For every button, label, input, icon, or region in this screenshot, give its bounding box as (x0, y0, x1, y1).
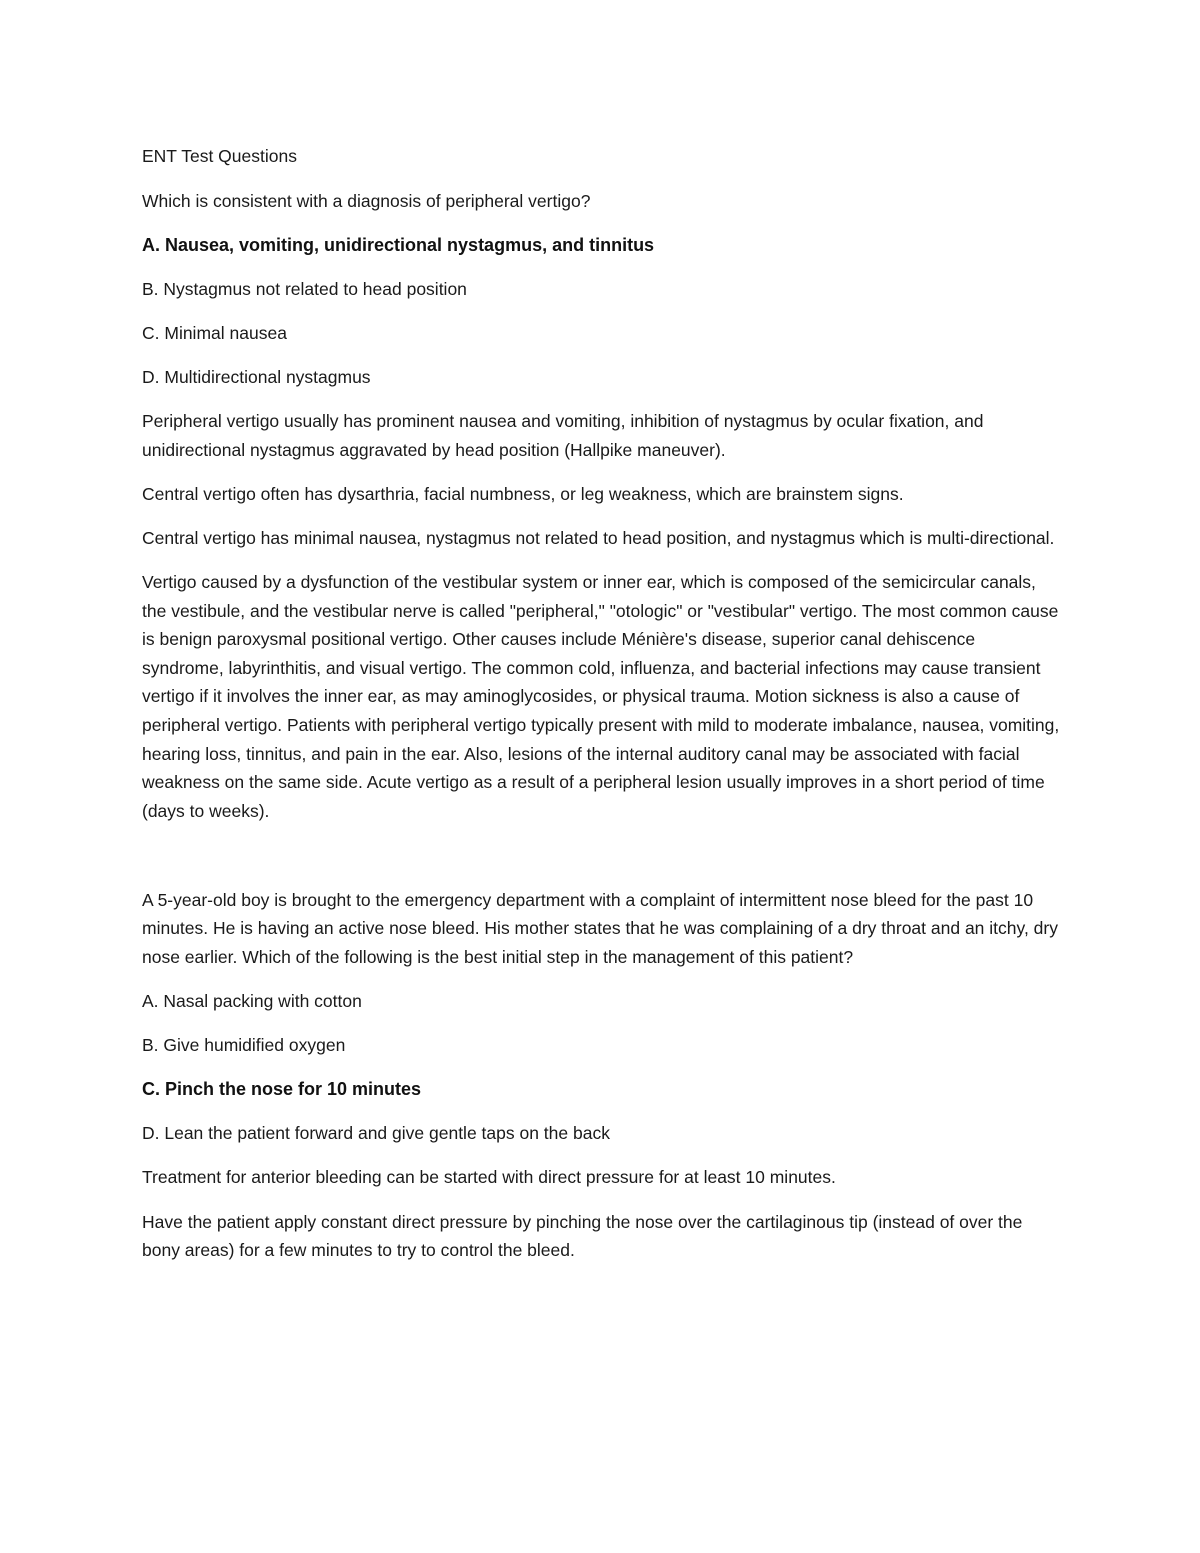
question-1-explanation-paragraph: Central vertigo has minimal nausea, nystagmus not related to head position, and nystagmus which is multi-directional. (142, 527, 1055, 548)
question-1-explanation-paragraph: Peripheral vertigo usually has prominent nausea and vomiting, inhibition of nystagmus by ocular fixation, and unidirectional nystagmus aggravated by head position (Hallpike maneuver). (142, 411, 984, 460)
question-2-explanation-paragraph: Treatment for anterior bleeding can be started with direct pressure for at least 10 minutes. (142, 1167, 836, 1188)
question-2-stem: A 5-year-old boy is brought to the emergency department with a complaint of intermittent nose bleed for the past 10 minutes. He is having an active nose bleed. His mother states that he was complaining of a dry throat and an itchy, dry nose earlier. Which of the following is the best initial step in the management of this patient? (142, 889, 1058, 967)
question-1-option-c: C. Minimal nausea (142, 322, 287, 343)
question-2-option-a: A. Nasal packing with cotton (142, 991, 362, 1012)
document-title: ENT Test Questions (142, 146, 297, 166)
question-1-option-b: B. Nystagmus not related to head position (142, 278, 467, 299)
document-page (142, 142, 1060, 1280)
blank-line (142, 841, 1060, 886)
question-1-stem: Which is consistent with a diagnosis of peripheral vertigo? (142, 190, 591, 211)
question-1-explanation-paragraph: Central vertigo often has dysarthria, facial numbness, or leg weakness, which are brainstem signs. (142, 483, 904, 504)
question-2-option-b: B. Give humidified oxygen (142, 1035, 346, 1056)
question-1-option-a-correct: A. Nausea, vomiting, unidirectional nystagmus, and tinnitus (142, 234, 655, 255)
question-2-option-d: D. Lean the patient forward and give gentle taps on the back (142, 1123, 610, 1144)
question-2-explanation-paragraph: Have the patient apply constant direct pressure by pinching the nose over the cartilaginous tip (instead of over the bony areas) for a few minutes to try to control the bleed. (142, 1211, 1023, 1261)
question-1-option-d: D. Multidirectional nystagmus (142, 366, 371, 387)
question-1-explanation-paragraph: Vertigo caused by a dysfunction of the vestibular system or inner ear, which is composed of the semicircular canals, the vestibule, and the vestibular nerve is called "peripheral," "otologic" or "vestibular" vertigo. The most common cause is benign paroxysmal positional vertigo. Other causes include Ménière's disease, superior canal dehiscence syndrome, labyrinthitis, and visual vertigo. The common cold, influenza, and bacterial infections may cause transient vertigo if it involves the inner ear, as may aminoglycosides, or physical trauma. Motion sickness is also a cause of peripheral vertigo. Patients with peripheral vertigo typically present with mild to moderate imbalance, nausea, vomiting, hearing loss, tinnitus, and pain in the ear. Also, lesions of the internal auditory canal may be associated with facial weakness on the same side. Acute vertigo as a result of a peripheral lesion usually improves in a short period of time (days to weeks). (142, 571, 1060, 821)
question-2-option-c-correct: C. Pinch the nose for 10 minutes (142, 1079, 422, 1100)
